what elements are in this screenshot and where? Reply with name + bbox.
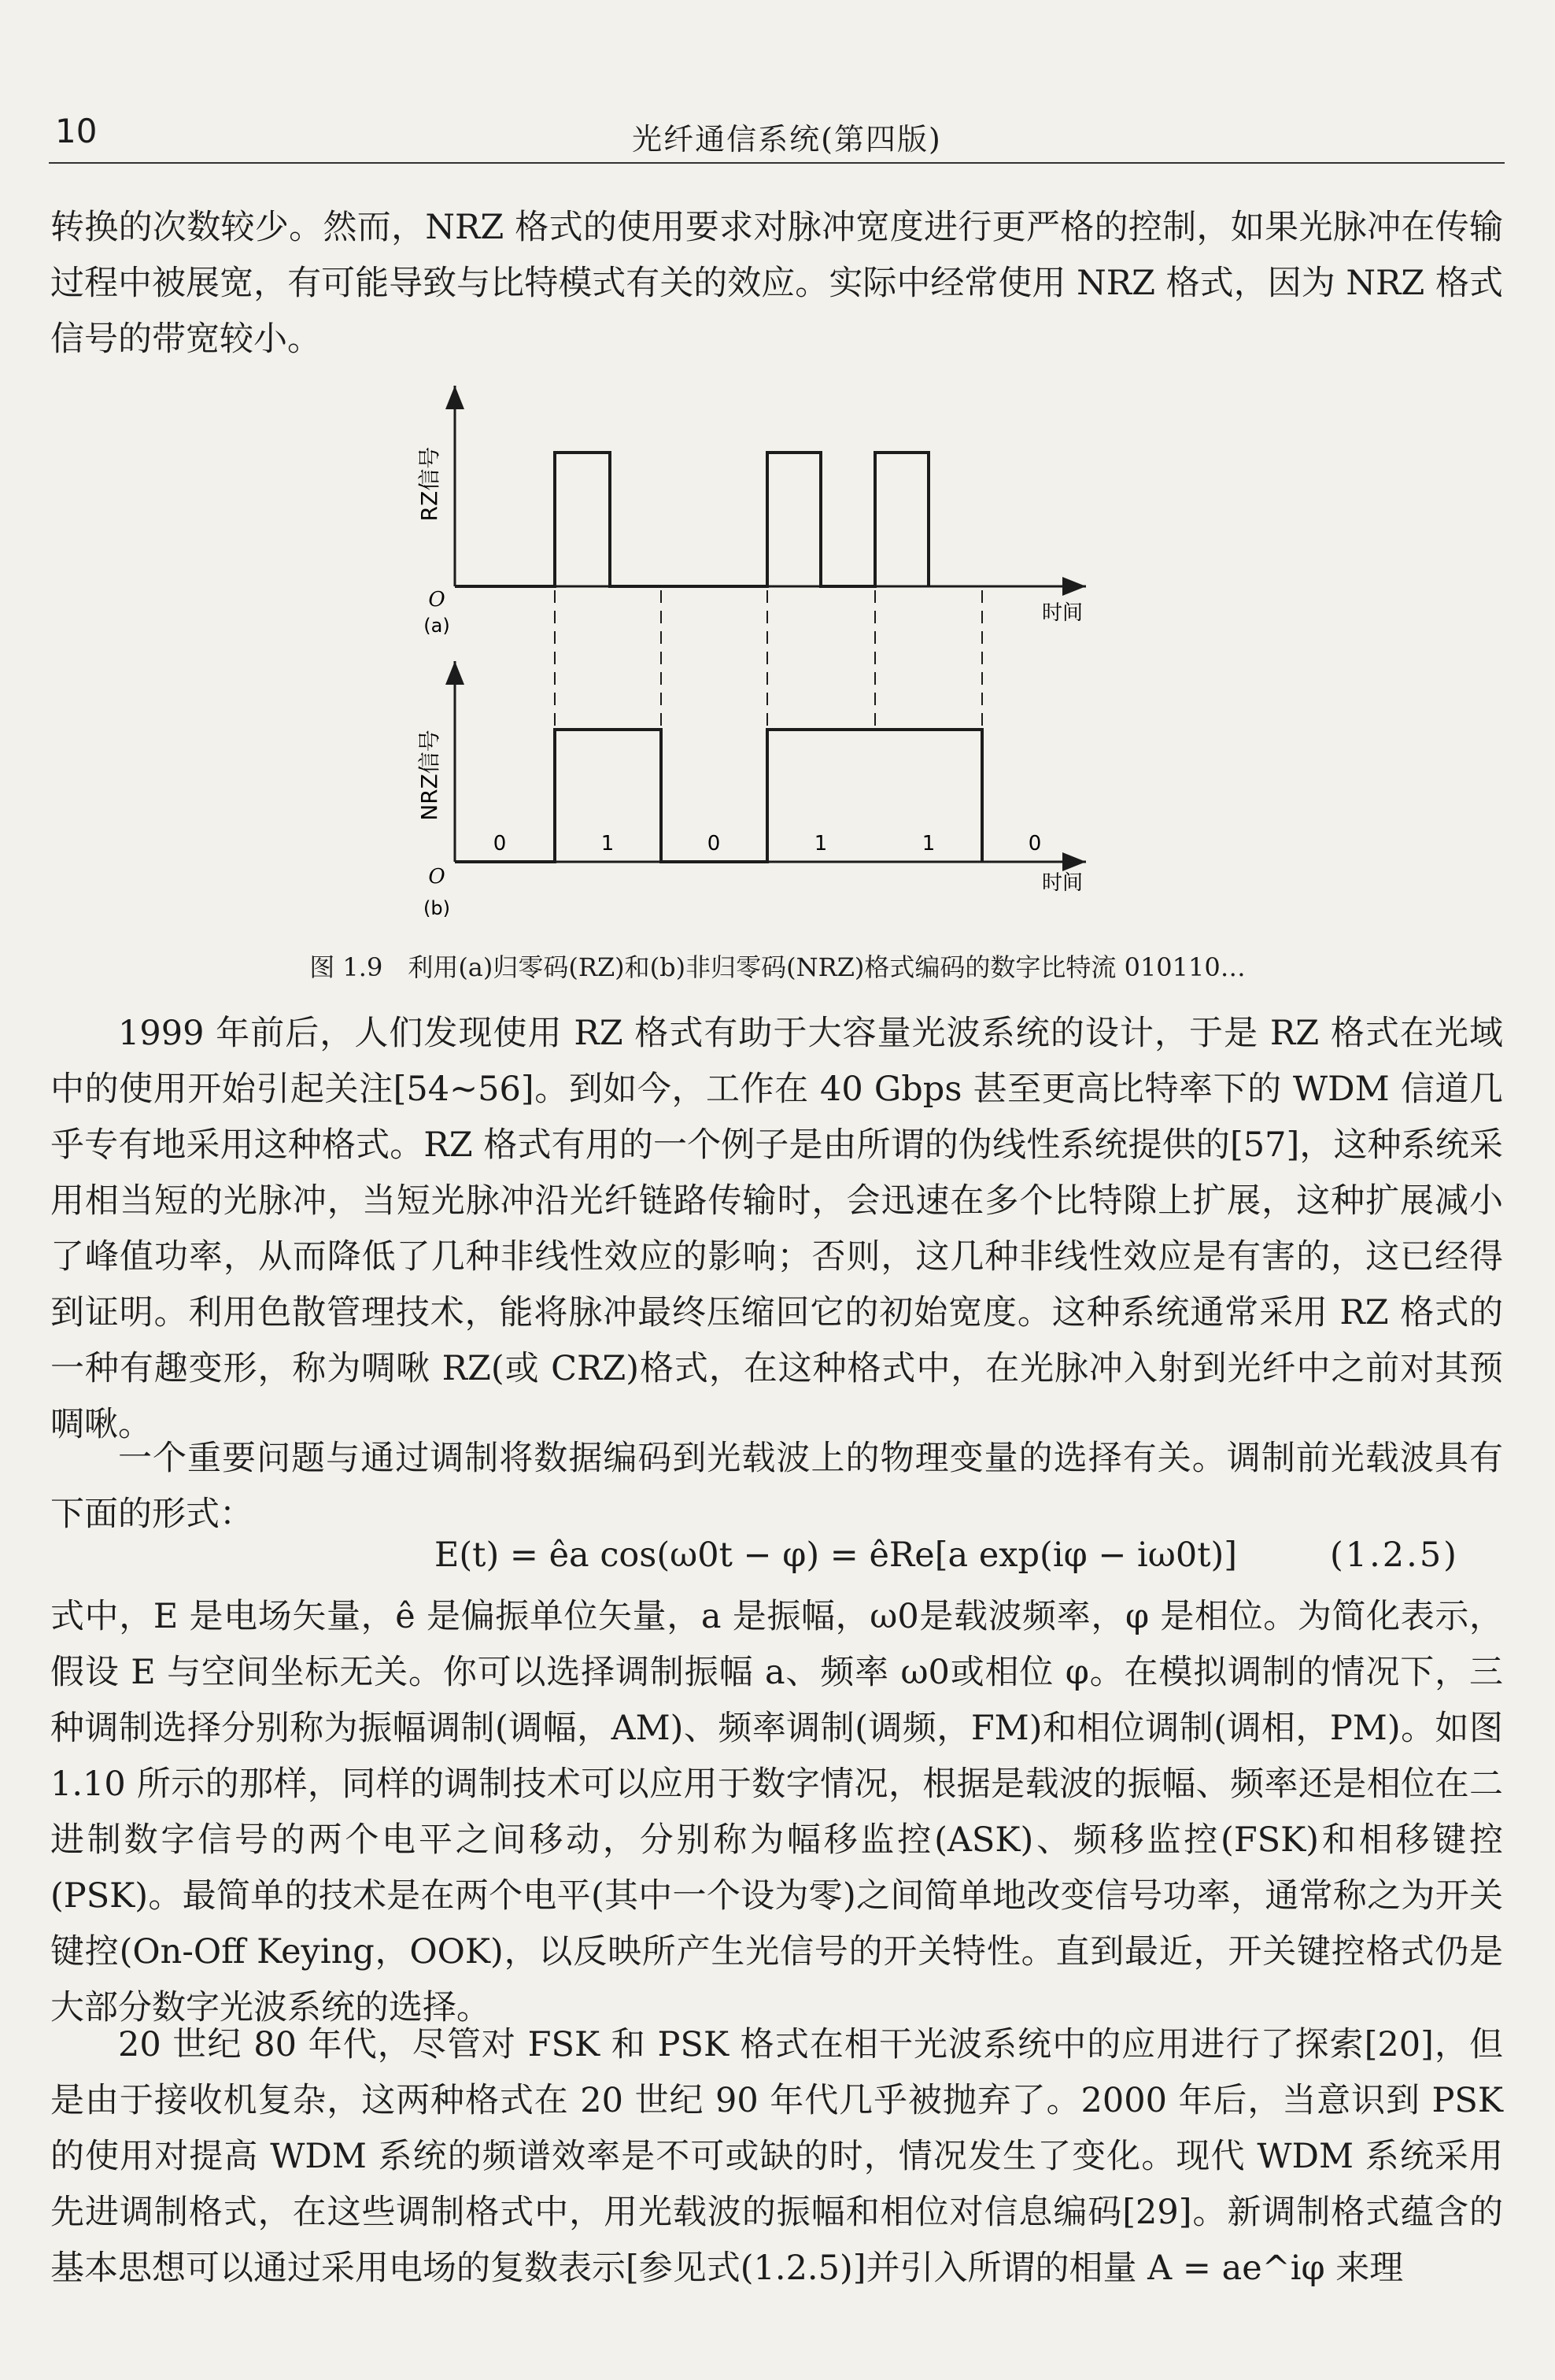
bit-label: 1 [814, 832, 828, 856]
bit-label: 0 [707, 832, 721, 856]
equation-number: (1.2.5) [1330, 1536, 1459, 1575]
figure-caption: 图 1.9 利用(a)归零码(RZ)和(b)非归零码(NRZ)格式编码的数字比特流 010110… [309, 952, 1246, 982]
nrz-ylabel: NRZ信号 [416, 730, 442, 821]
bit-label: 1 [600, 832, 615, 856]
paragraph-3: 一个重要问题与通过调制将数据编码到光载波上的物理变量的选择有关。调制前光载波具有下面的形式： [50, 1439, 1503, 1534]
running-head: 光纤通信系统(第四版) [632, 122, 942, 157]
nrz-panel-tag: (b) [423, 897, 450, 919]
bit-slot-guides [555, 590, 982, 728]
nrz-xlabel: 时间 [1041, 871, 1084, 895]
bit-label: 1 [922, 832, 936, 856]
equation-body: E(t) = êa cos(ω0t − φ) = êRe[a exp(iφ − iω0t)] [434, 1536, 1238, 1575]
paragraph-1: 转换的次数较少。然而，NRZ 格式的使用要求对脉冲宽度进行更严格的控制，如果光脉冲在传输过程中被展宽，有可能导致与比特模式有关的效应。实际中经常使用 NRZ 格式，因为 NRZ 格式信号的带宽较小。 [50, 208, 1503, 359]
paragraph-4: 式中，E 是电场矢量，ê 是偏振单位矢量，a 是振幅，ω0是载波频率，φ 是相位。为简化表示，假设 E 与空间坐标无关。你可以选择调制振幅 a、频率 ω0或相位 φ。在模拟调制的情况下，三种调制选择分别称为振幅调制(调幅，AM)、频率调制(调频，FM)和相位调制(调相，PM)。如图 1.10 所示的那样，同样的调制技术可以应用于数字情况，根据是载波的振幅、频率还是相位在二进制数字信号的两个电平之间移动，分别称为幅移监控(ASK)、频移监控(FSK)和相移键控(PSK)。最简单的技术是在两个电平(其中一个设为零)之间简单地改变信号功率，通常称之为开关键控(On-Off Keying，OOK)，以反映所产生光信号的开关特性。直到最近，开关键控格式仍是大部分数字光波系统的选择。 [50, 1597, 1503, 2027]
paragraph-2: 1999 年前后，人们发现使用 RZ 格式有助于大容量光波系统的设计，于是 RZ 格式在光域中的使用开始引起关注[54~56]。到如今，工作在 40 Gbps 甚至更高比特率下的 WDM 信道几乎专有地采用这种格式。RZ 格式有用的一个例子是由所谓的伪线性系统提供的[57]，这种系统采用相当短的光脉冲，当短光脉冲沿光纤链路传输时，会迅速在多个比特隙上扩展，这种扩展减小了峰值功率，从而降低了几种非线性效应的影响；否则，这几种非线性效应是有害的，这已经得到证明。利用色散管理技术，能将脉冲最终压缩回它的初始宽度。这种系统通常采用 RZ 格式的一种有趣变形，称为啁啾 RZ(或 CRZ)格式，在这种格式中，在光脉冲入射到光纤中之前对其预啁啾。 [50, 1014, 1503, 1444]
bit-label: 0 [1028, 832, 1042, 856]
paragraph-5: 20 世纪 80 年代，尽管对 FSK 和 PSK 格式在相干光波系统中的应用进行了探索[20]，但是由于接收机复杂，这两种格式在 20 世纪 90 年代几乎被抛弃了。2000 年后，当意识到 PSK 的使用对提高 WDM 系统的频谱效率是不可或缺的时，情况发生了变化。现代 WDM 系统采用先进调制格式，在这些调制格式中，用光载波的振幅和相位对信息编码[29]。新调制格式蕴含的基本思想可以通过采用电场的复数表示[参见式(1.2.5)]并引入所谓的相量 A = ae^iφ 来理 [50, 2025, 1503, 2288]
rz-ylabel: RZ信号 [416, 446, 442, 522]
rz-panel-tag: (a) [423, 615, 450, 637]
bit-label: 0 [493, 832, 507, 856]
rz-signal-trace [455, 453, 929, 586]
rz-xlabel: 时间 [1041, 601, 1084, 625]
page-number: 10 [55, 112, 98, 150]
nrz-origin: O [428, 865, 445, 889]
figure-rz-nrz [0, 0, 1555, 937]
rz-origin: O [428, 588, 445, 612]
